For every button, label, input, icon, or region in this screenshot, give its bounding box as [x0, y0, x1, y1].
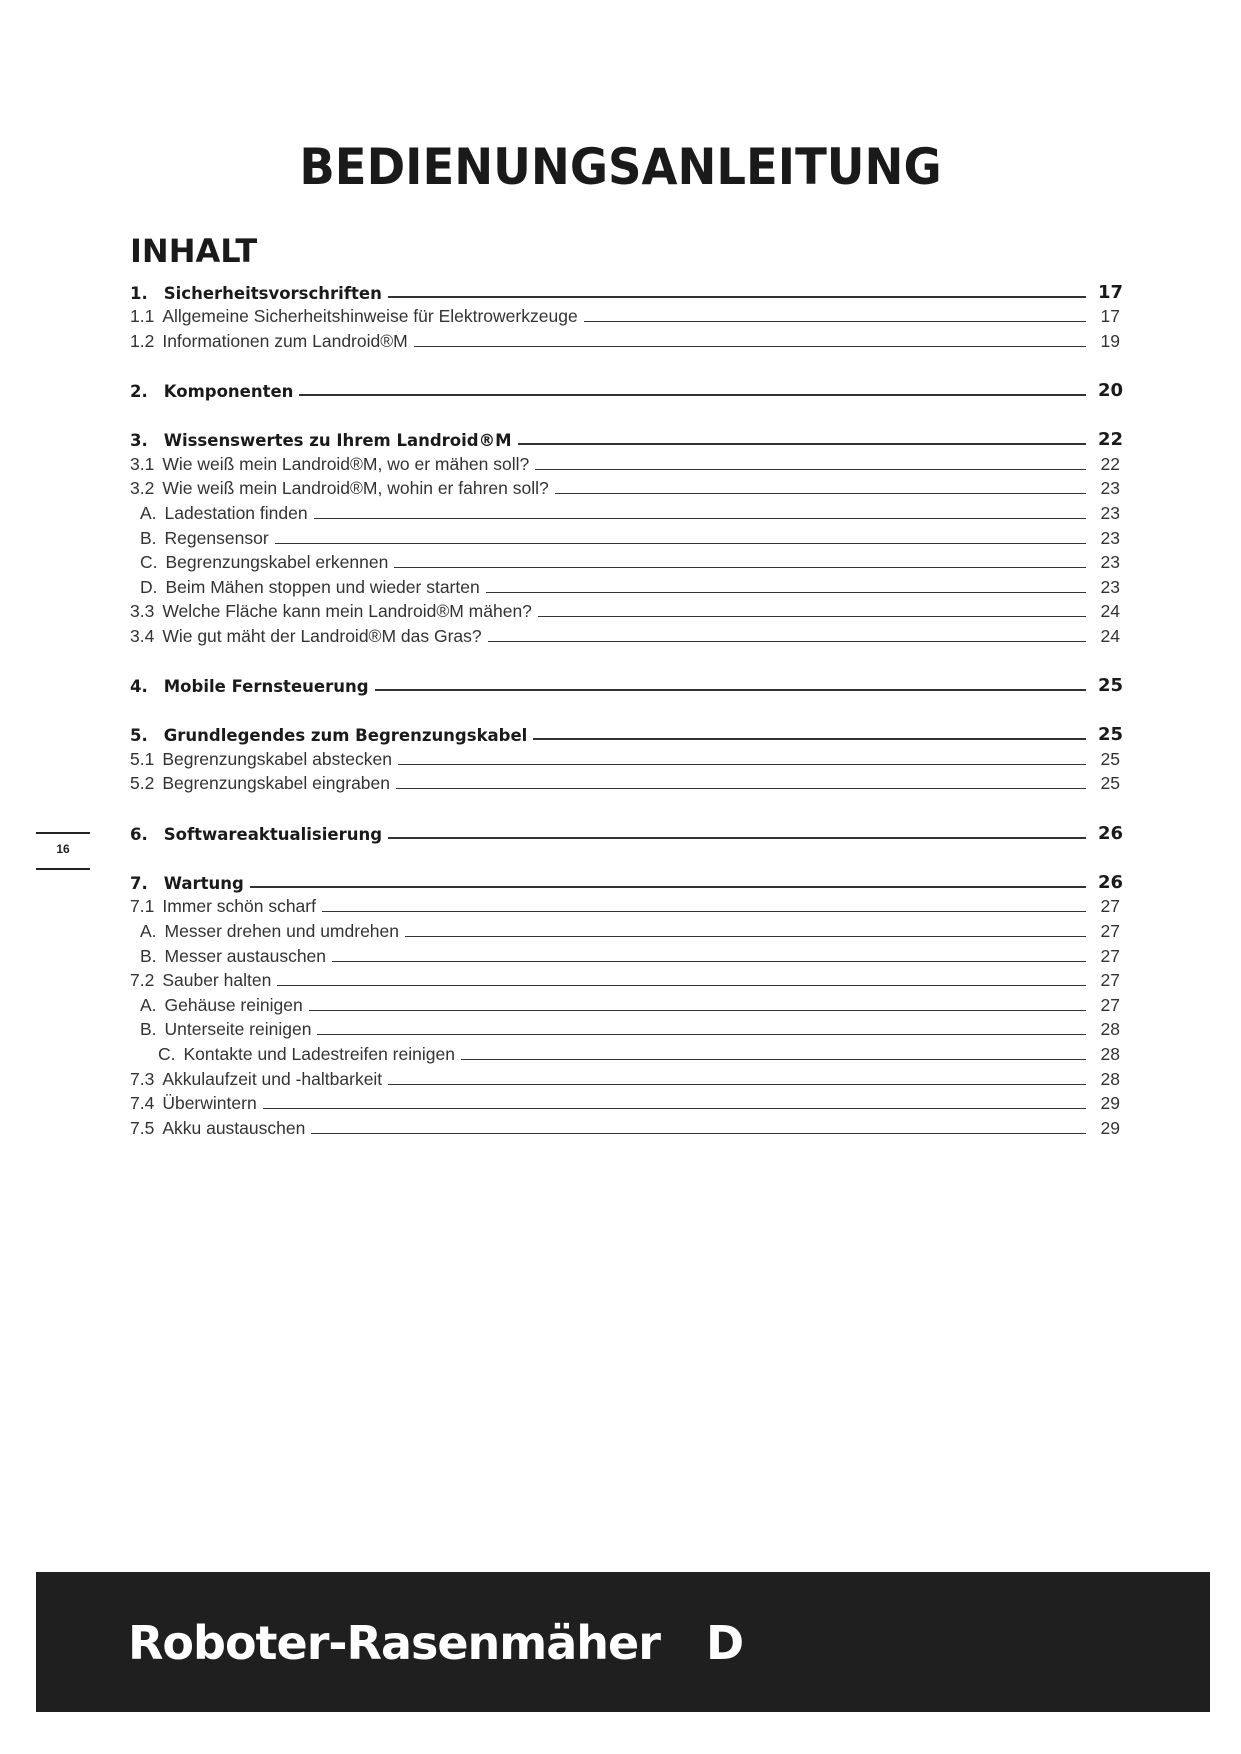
toc-entry-number: C.: [158, 1044, 176, 1064]
toc-entry-number: 1.1: [130, 306, 155, 327]
toc-entry-page: 23: [1100, 502, 1120, 523]
toc-entry-page: 23: [1100, 552, 1120, 573]
toc-leader-line: [317, 1034, 1086, 1035]
toc-chapter-entry: [130, 278, 1124, 303]
toc-entry-number: 5.2: [130, 773, 155, 794]
toc-leader-line: [388, 296, 1086, 298]
toc-leader-line: [314, 518, 1086, 519]
toc-leader-line: [488, 641, 1086, 642]
toc-entry-number: 7.2: [130, 970, 155, 991]
toc-entry-number: 3.4: [130, 625, 155, 646]
toc-entry: [130, 573, 1120, 598]
toc-entry-page: 24: [1100, 625, 1120, 646]
toc-entry-page: 24: [1100, 601, 1120, 622]
toc-entry-number: 5.1: [130, 748, 155, 769]
toc-leader-line: [535, 469, 1086, 470]
toc-entry: [130, 303, 1120, 328]
toc-entry-label: Wie weiß mein Landroid®M, wo er mähen soll?: [162, 453, 530, 474]
toc-entry: [130, 1114, 1120, 1139]
toc-entry-label: Welche Fläche kann mein Landroid®M mähen?: [162, 601, 532, 622]
toc-entry-number: 7.: [130, 873, 148, 893]
toc-entry-page: 22: [1098, 429, 1124, 451]
toc-entry-page: 28: [1100, 1068, 1120, 1089]
toc-entry-label: Kontakte und Ladestreifen reinigen: [183, 1044, 455, 1064]
toc-entry-label: Überwintern: [162, 1093, 257, 1114]
toc-entry-page: 27: [1100, 970, 1120, 991]
toc-leader-line: [584, 321, 1086, 322]
toc-entry-number: 1.2: [130, 330, 155, 351]
toc-entry-page: 23: [1100, 576, 1120, 597]
toc-leader-line: [388, 1084, 1086, 1085]
toc-entry-number: 3.1: [130, 453, 155, 474]
toc-chapter-entry: [130, 426, 1124, 451]
toc-entry: [130, 967, 1120, 992]
toc-leader-line: [277, 985, 1086, 986]
toc-entry-label: Immer schön scharf: [162, 896, 316, 917]
section-heading: INHALT: [130, 232, 258, 270]
toc-entry-number: A.: [140, 502, 157, 523]
toc-chapter-entry: [130, 376, 1124, 401]
toc-entry: [130, 524, 1120, 549]
toc-entry: [130, 450, 1120, 475]
toc-entry-label: Ladestation finden: [164, 502, 308, 523]
toc-entry-label: Akku austauschen: [162, 1117, 306, 1138]
toc-entry-label: Begrenzungskabel abstecken: [162, 748, 392, 769]
toc-leader-line: [332, 961, 1086, 962]
toc-entry-label: Komponenten: [163, 381, 294, 401]
toc-entry-number: A.: [140, 921, 157, 942]
toc-spacer: [130, 696, 1120, 721]
toc-entry-label: Grundlegendes zum Begrenzungskabel: [163, 726, 528, 746]
toc-entry: [130, 1040, 1120, 1065]
toc-leader-line: [375, 689, 1086, 691]
toc-entry-page: 29: [1100, 1093, 1120, 1114]
toc-entry-number: B.: [140, 1019, 157, 1040]
toc-entry-page: 25: [1100, 773, 1120, 794]
toc-entry-number: C.: [140, 552, 158, 573]
toc-leader-line: [396, 788, 1086, 789]
toc-entry-label: Beim Mähen stoppen und wieder starten: [165, 576, 480, 597]
document-title: BEDIENUNGSANLEITUNG: [299, 138, 942, 196]
toc-leader-line: [299, 394, 1086, 396]
toc-entry-number: 3.2: [130, 478, 155, 499]
toc-entry-page: 26: [1098, 822, 1124, 844]
toc-spacer: [130, 794, 1120, 819]
toc-leader-line: [322, 911, 1086, 912]
toc-spacer: [130, 844, 1120, 869]
toc-entry-page: 27: [1100, 945, 1120, 966]
toc-entry-page: 22: [1100, 453, 1120, 474]
footer-banner: [36, 1572, 1210, 1712]
toc-entry-number: 6.: [130, 824, 148, 844]
toc-leader-line: [309, 1010, 1086, 1011]
toc-spacer: [130, 352, 1120, 377]
footer-title: Roboter-Rasenmäher: [128, 1616, 660, 1670]
toc-entry-number: D.: [140, 576, 158, 597]
toc-entry-number: 4.: [130, 677, 148, 697]
toc-entry-label: Wie weiß mein Landroid®M, wohin er fahren soll?: [162, 478, 549, 499]
toc-entry-page: 17: [1098, 281, 1124, 303]
toc-leader-line: [486, 592, 1086, 593]
toc-entry-label: Messer drehen und umdrehen: [164, 921, 399, 942]
toc-entry: [130, 327, 1120, 352]
toc-entry-label: Softwareaktualisierung: [163, 824, 383, 844]
toc-entry-number: 7.3: [130, 1068, 155, 1089]
toc-entry: [130, 991, 1120, 1016]
toc-entry: [130, 475, 1120, 500]
toc-entry-page: 27: [1100, 896, 1120, 917]
toc-leader-line: [263, 1108, 1086, 1109]
toc-entry: [130, 549, 1120, 574]
toc-leader-line: [518, 443, 1086, 445]
toc-entry: [130, 598, 1120, 623]
toc-entry-label: Wissenswertes zu Ihrem Landroid®M: [163, 431, 512, 451]
toc-entry-number: B.: [140, 945, 157, 966]
toc-entry-page: 19: [1100, 330, 1120, 351]
toc-entry-label: Unterseite reinigen: [164, 1019, 312, 1040]
toc-entry-number: 7.5: [130, 1117, 155, 1138]
page-number-tab: [36, 832, 90, 870]
toc-entry-label: Messer austauschen: [164, 945, 327, 966]
toc-entry-label: Regensensor: [164, 527, 269, 548]
toc-entry-page: 17: [1100, 306, 1120, 327]
toc-spacer: [130, 401, 1120, 426]
toc-leader-line: [533, 738, 1086, 740]
toc-entry-number: 3.3: [130, 601, 155, 622]
toc-entry-page: 23: [1100, 478, 1120, 499]
toc-entry-label: Wie gut mäht der Landroid®M das Gras?: [162, 625, 482, 646]
toc-leader-line: [275, 543, 1086, 544]
toc-entry: [130, 1065, 1120, 1090]
toc-entry-number: 3.: [130, 431, 148, 451]
toc-entry-number: 5.: [130, 726, 148, 746]
toc-entry: [130, 770, 1120, 795]
toc-leader-line: [538, 616, 1086, 617]
toc-entry-label: Allgemeine Sicherheitshinweise für Elektrowerkzeuge: [162, 306, 578, 327]
toc-entry-label: Sauber halten: [162, 970, 272, 991]
toc-entry: [130, 1016, 1120, 1041]
toc-entry-page: 27: [1100, 994, 1120, 1015]
toc-chapter-entry: [130, 672, 1124, 697]
toc-entry-page: 23: [1100, 527, 1120, 548]
toc-chapter-entry: [130, 721, 1124, 746]
table-of-contents: [130, 278, 1124, 1139]
toc-leader-line: [414, 346, 1086, 347]
toc-entry-number: A.: [140, 994, 157, 1015]
toc-leader-line: [461, 1059, 1086, 1060]
toc-entry-page: 28: [1100, 1019, 1120, 1040]
toc-entry-label: Begrenzungskabel erkennen: [165, 552, 389, 573]
toc-entry: [130, 1090, 1120, 1115]
toc-entry-label: Informationen zum Landroid®M: [162, 330, 408, 351]
toc-entry-number: 7.4: [130, 1093, 155, 1114]
toc-leader-line: [398, 764, 1086, 765]
toc-entry-number: 1.: [130, 283, 148, 303]
toc-entry: [130, 917, 1120, 942]
toc-entry: [130, 942, 1120, 967]
toc-leader-line: [311, 1133, 1086, 1134]
toc-entry-label: Wartung: [163, 873, 244, 893]
toc-entry-page: 27: [1100, 921, 1120, 942]
toc-entry-label: Gehäuse reinigen: [164, 994, 303, 1015]
toc-chapter-entry: [130, 868, 1124, 893]
toc-entry-label: Sicherheitsvorschriften: [163, 283, 382, 303]
toc-entry-page: 28: [1100, 1044, 1120, 1064]
toc-entry: [130, 499, 1120, 524]
footer-language: D: [706, 1616, 745, 1670]
toc-entry: [130, 893, 1120, 918]
toc-entry: [130, 622, 1120, 647]
toc-entry-number: 2.: [130, 381, 148, 401]
toc-leader-line: [394, 567, 1086, 568]
toc-entry-label: Mobile Fernsteuerung: [163, 677, 369, 697]
toc-leader-line: [405, 936, 1086, 937]
toc-entry-label: Akkulaufzeit und -haltbarkeit: [162, 1068, 383, 1089]
page-number: 16: [56, 842, 70, 856]
toc-entry-page: 25: [1100, 748, 1120, 769]
toc-entry-page: 26: [1098, 871, 1124, 893]
toc-leader-line: [388, 837, 1086, 839]
toc-entry-number: 7.1: [130, 896, 155, 917]
toc-spacer: [130, 647, 1120, 672]
toc-entry-page: 25: [1098, 675, 1124, 697]
toc-entry-page: 29: [1100, 1117, 1120, 1138]
toc-entry-label: Begrenzungskabel eingraben: [162, 773, 390, 794]
toc-entry-page: 25: [1098, 724, 1124, 746]
toc-leader-line: [250, 886, 1086, 888]
toc-leader-line: [555, 493, 1086, 494]
toc-entry-page: 20: [1098, 379, 1124, 401]
toc-chapter-entry: [130, 819, 1124, 844]
toc-entry: [130, 745, 1120, 770]
toc-entry-number: B.: [140, 527, 157, 548]
